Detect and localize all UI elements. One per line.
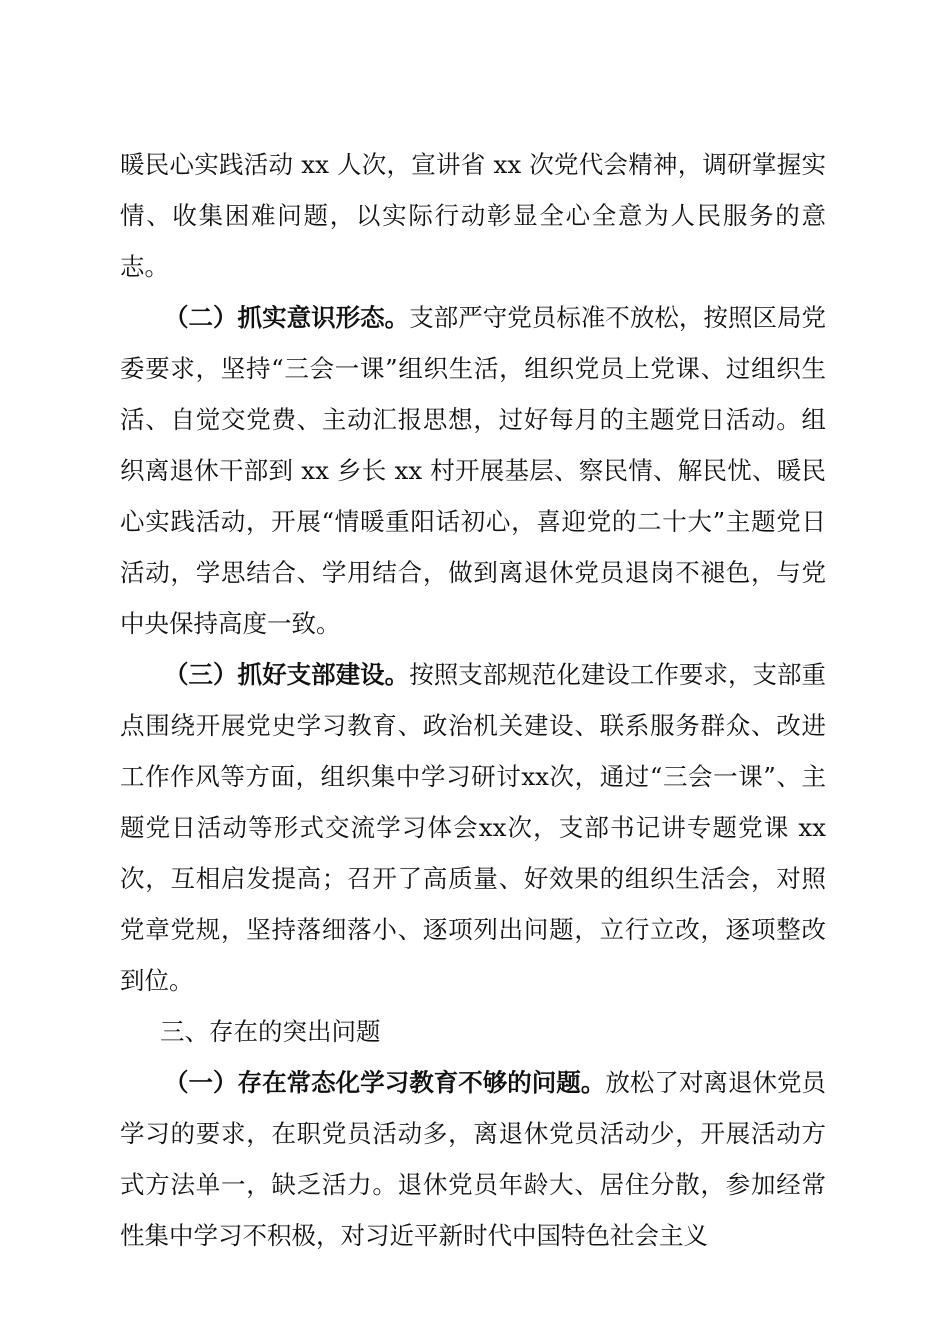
paragraph-text: 支部严守党员标准不放松，按照区局党委要求，坚持“三会一课”组织生活，组织党员上党课、过组织生活、自觉交党费、主动汇报思想，过好每月的主题党日活动。组织离退休干部到 xx 乡长 xx 村开展基层、察民情、解民忧、暖民心实践活动，开展“情暖重阳话初心，喜迎党的二十大”主题党日活动，学思结合、学用结合，做到离退休党员退岗不褪色，与党中央保持高度一致。 — [120, 303, 827, 638]
document-body — [120, 139, 826, 1261]
paragraph-text: 按照支部规范化建设工作要求，支部重点围绕开展党史学习教育、政治机关建设、联系服务群众、改进工作作风等方面，组织集中学习研讨xx次，通过“三会一课”、主题党日活动等形式交流学习体会xx次，支部书记讲专题党课 xx 次，互相启发提高；召开了高质量、好效果的组织生活会，对照党章党规，坚持落细落小、逐项列出问题，立行立改，逐项整改到位。 — [120, 660, 827, 995]
paragraph-branch-building — [120, 649, 826, 1006]
paragraph-heading: （二）抓实意识形态。 — [164, 303, 410, 332]
paragraph-heading: （一）存在常态化学习教育不够的问题。 — [164, 1068, 606, 1097]
paragraph-text: 放松了对离退休党员学习的要求，在职党员活动多，离退休党员活动少，开展活动方式方法单一，缺乏活力。退休党员年龄大、居住分散，参加经常性集中学习不积极，对习近平新时代中国特色社会主义 — [120, 1068, 827, 1250]
section-heading: 三、存在的突出问题 — [160, 1017, 381, 1046]
paragraph-ideology — [120, 292, 826, 649]
paragraph-problem-1 — [120, 1057, 826, 1261]
paragraph-continuation: 暖民心实践活动 xx 人次，宣讲省 xx 次党代会精神，调研掌握实情、收集困难问题，以实际行动彰显全心全意为人民服务的意志。 — [120, 150, 826, 281]
paragraph-heading: （三）抓好支部建设。 — [164, 660, 410, 689]
